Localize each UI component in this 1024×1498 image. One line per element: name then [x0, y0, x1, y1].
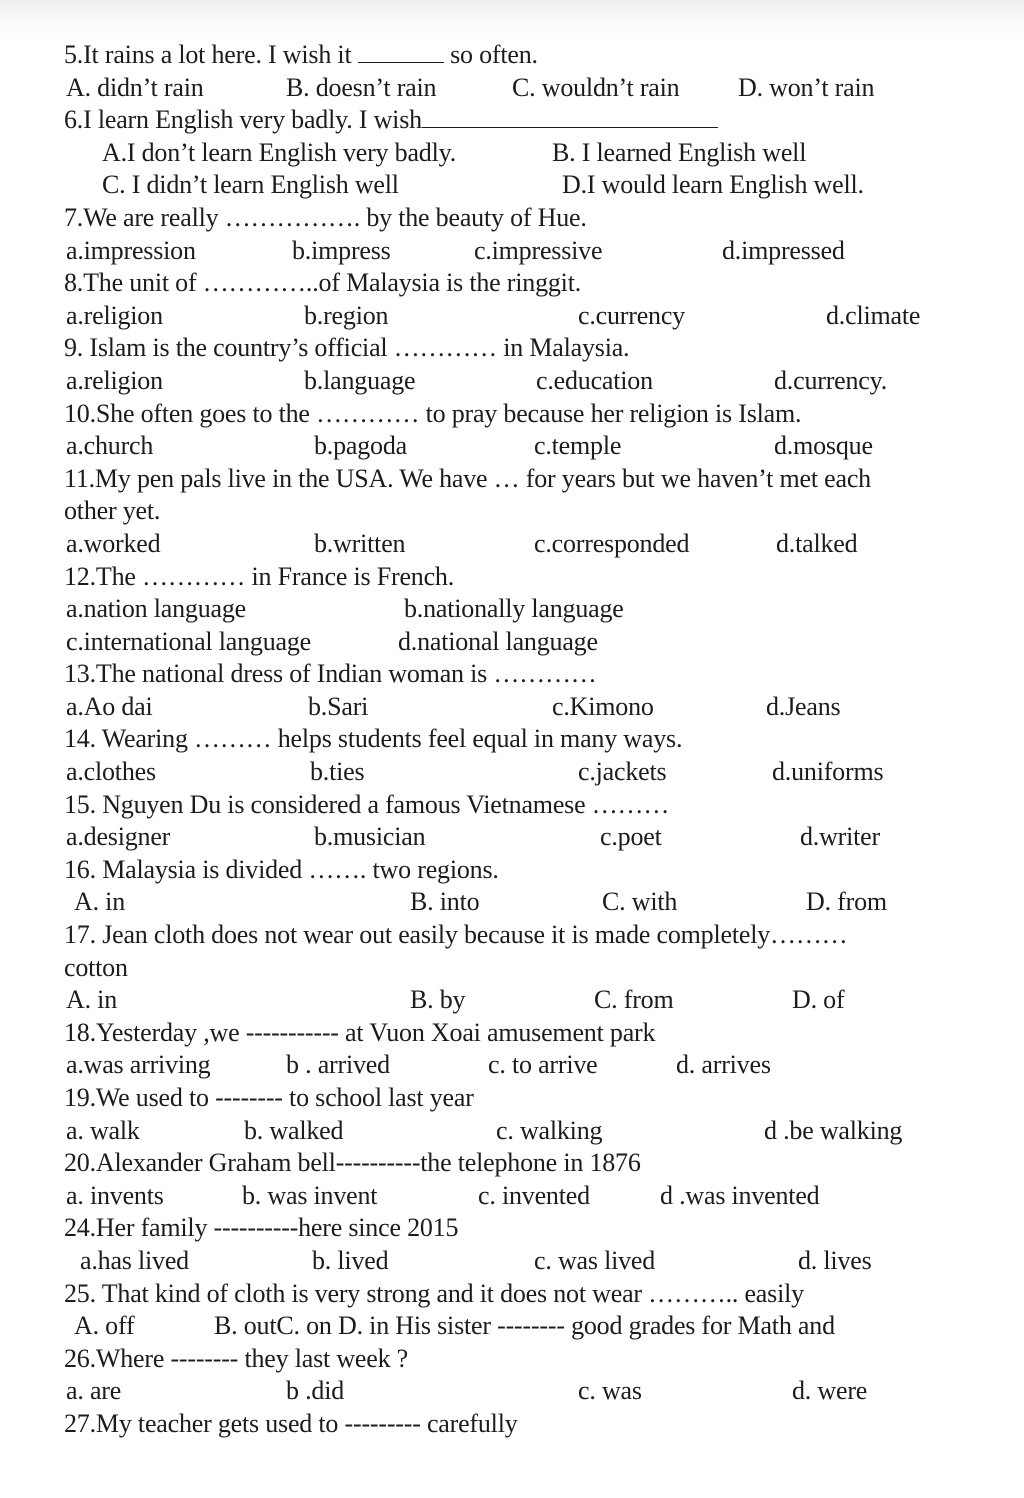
- question-14: [64, 723, 994, 756]
- question-10: [64, 398, 994, 431]
- question-stem: 19.We used to -------- to school last year: [64, 1083, 474, 1112]
- option-d[interactable]: D. from: [806, 887, 887, 917]
- answer-blank: [358, 40, 444, 63]
- option-b[interactable]: b.Sari: [308, 691, 369, 721]
- option-a[interactable]: a. invents: [66, 1180, 164, 1210]
- option-b[interactable]: b.written: [314, 528, 406, 558]
- question-stem: 26.Where -------- they last week ?: [64, 1343, 409, 1373]
- question-stem: 20.Alexander Graham bell----------the telephone in 1876: [64, 1148, 641, 1178]
- question-18-options: [64, 1049, 994, 1082]
- option-b[interactable]: b. was invent: [242, 1180, 378, 1210]
- option-a[interactable]: A.I don’t learn English very badly.: [102, 137, 457, 167]
- question-6-options-row2: [64, 169, 994, 202]
- question-13: [64, 658, 994, 691]
- option-c[interactable]: C. with: [602, 887, 678, 917]
- option-a[interactable]: a.worked: [66, 528, 161, 558]
- option-d[interactable]: d. arrives: [676, 1050, 771, 1080]
- option-d[interactable]: d .be walking: [764, 1115, 903, 1145]
- question-24-options: [64, 1245, 994, 1278]
- question-6-options-row1: [64, 137, 994, 170]
- option-c[interactable]: c.Kimono: [552, 691, 654, 721]
- option-d[interactable]: d.currency.: [774, 365, 888, 395]
- answer-blank: [422, 105, 718, 128]
- question-13-options: [64, 691, 994, 724]
- option-a[interactable]: A. in: [66, 985, 118, 1015]
- question-19: [64, 1082, 994, 1115]
- option-b[interactable]: b.nationally language: [404, 594, 624, 624]
- option-d[interactable]: d.mosque: [774, 431, 873, 461]
- option-d[interactable]: d.Jeans: [766, 691, 841, 721]
- question-15: [64, 789, 994, 822]
- question-stem-continued: cotton: [64, 952, 128, 982]
- question-9-options: [64, 365, 994, 398]
- question-stem: 14. Wearing ……… helps students feel equal in many ways.: [64, 724, 683, 754]
- question-15-options: [64, 821, 994, 854]
- question-25-options: [64, 1310, 994, 1343]
- question-24: [64, 1212, 994, 1245]
- option-b[interactable]: b. walked: [244, 1115, 344, 1145]
- question-17: [64, 919, 994, 952]
- stem-text: 5.It rains a lot here. I wish it: [64, 40, 352, 69]
- question-16: [64, 854, 994, 887]
- option-c[interactable]: c.corresponded: [534, 528, 690, 558]
- question-stem: 25. That kind of cloth is very strong and it does not wear ……….. easily: [64, 1278, 804, 1308]
- question-9: [64, 332, 994, 365]
- option-b[interactable]: b . arrived: [286, 1050, 390, 1080]
- option-c[interactable]: c.education: [536, 365, 653, 395]
- question-26-options: [64, 1375, 994, 1408]
- option-b[interactable]: B. I learned English well: [552, 137, 807, 167]
- option-a[interactable]: a.impression: [66, 235, 196, 265]
- option-a[interactable]: A. in: [74, 887, 126, 917]
- option-d[interactable]: d. were: [792, 1376, 868, 1406]
- option-d[interactable]: d.writer: [800, 822, 880, 852]
- question-5-options: [64, 72, 994, 105]
- question-14-options: [64, 756, 994, 789]
- question-8-options: [64, 300, 994, 333]
- option-a[interactable]: a.religion: [66, 300, 163, 330]
- option-d[interactable]: D. of: [792, 985, 845, 1015]
- option-c[interactable]: c.international language: [66, 626, 311, 656]
- option-a[interactable]: a.religion: [66, 365, 163, 395]
- option-a[interactable]: a.designer: [66, 822, 171, 852]
- question-20-options: [64, 1180, 994, 1213]
- option-b[interactable]: b. lived: [312, 1245, 389, 1275]
- option-c[interactable]: c.currency: [578, 300, 685, 330]
- option-a[interactable]: a. are: [66, 1376, 122, 1406]
- option-b[interactable]: b.region: [304, 300, 389, 330]
- question-stem: 12.The ………… in France is French.: [64, 561, 455, 591]
- question-12: [64, 561, 994, 594]
- question-stem: 11.My pen pals live in the USA. We have … for years but we haven’t met each: [64, 463, 871, 493]
- option-d[interactable]: d.climate: [826, 300, 921, 330]
- option-d[interactable]: d.talked: [776, 528, 858, 558]
- option-c[interactable]: c. invented: [478, 1180, 590, 1210]
- question-25: [64, 1278, 994, 1311]
- option-d[interactable]: d .was invented: [660, 1180, 820, 1210]
- question-18: [64, 1017, 994, 1050]
- question-11-continued: [64, 495, 994, 528]
- option-a[interactable]: a. walk: [66, 1115, 140, 1145]
- option-b[interactable]: B. by: [410, 985, 466, 1015]
- option-a[interactable]: a.was arriving: [66, 1050, 211, 1080]
- option-a[interactable]: a.clothes: [66, 757, 156, 787]
- option-a[interactable]: A. off: [74, 1311, 135, 1341]
- question-7: [64, 202, 994, 235]
- option-c[interactable]: c.impressive: [474, 235, 603, 265]
- option-c[interactable]: c.jackets: [578, 757, 667, 787]
- option-c[interactable]: c. was lived: [534, 1245, 656, 1275]
- question-27: [64, 1408, 994, 1441]
- option-a[interactable]: a.has lived: [80, 1245, 189, 1275]
- question-stem: 24.Her family ----------here since 2015: [64, 1213, 459, 1243]
- question-6: [64, 104, 994, 137]
- question-19-options: [64, 1115, 994, 1148]
- question-stem: 9. Islam is the country’s official ………… in Malaysia.: [64, 333, 630, 363]
- question-stem: 8.The unit of …………..of Malaysia is the ringgit.: [64, 268, 582, 298]
- question-stem: [64, 39, 538, 72]
- question-8: [64, 267, 994, 300]
- option-b[interactable]: b.musician: [314, 822, 426, 852]
- question-12-options-row2: [64, 626, 994, 659]
- question-stem: 13.The national dress of Indian woman is …………: [64, 659, 597, 689]
- option-c[interactable]: c. was: [578, 1376, 642, 1406]
- question-stem: 16. Malaysia is divided ……. two regions.: [64, 854, 499, 884]
- question-5: [64, 39, 994, 72]
- option-c[interactable]: C. I didn’t learn English well: [102, 170, 399, 200]
- option-c[interactable]: C. wouldn’t rain: [512, 72, 680, 102]
- option-a[interactable]: A. didn’t rain: [66, 72, 204, 102]
- option-b[interactable]: B. into: [410, 887, 480, 917]
- question-list: [64, 39, 994, 1441]
- option-d[interactable]: d. lives: [798, 1245, 872, 1275]
- option-c[interactable]: c.temple: [534, 431, 622, 461]
- option-c[interactable]: C. from: [594, 985, 674, 1015]
- option-d[interactable]: d.national language: [398, 626, 598, 656]
- option-a[interactable]: a.Ao dai: [66, 691, 153, 721]
- question-stem: 10.She often goes to the ………… to pray because her religion is Islam.: [64, 398, 802, 428]
- option-a[interactable]: a.church: [66, 431, 154, 461]
- question-10-options: [64, 430, 994, 463]
- question-17-options: [64, 984, 994, 1017]
- option-b[interactable]: b.language: [304, 365, 416, 395]
- question-12-options-row1: [64, 593, 994, 626]
- question-11: [64, 463, 994, 496]
- option-c[interactable]: c. to arrive: [488, 1050, 598, 1080]
- question-stem: 17. Jean cloth does not wear out easily because it is made completely………: [64, 920, 848, 950]
- option-bcd-mixed[interactable]: B. outC. on D. in His sister -------- good grades for Math and: [214, 1311, 835, 1341]
- stem-text-after: so often.: [450, 40, 538, 69]
- option-d[interactable]: D.I would learn English well.: [562, 170, 864, 200]
- question-stem: 7.We are really ……………. by the beauty of Hue.: [64, 202, 587, 232]
- option-b[interactable]: b.pagoda: [314, 431, 407, 461]
- question-7-options: [64, 235, 994, 268]
- question-17-continued: [64, 952, 994, 985]
- question-stem: 18.Yesterday ,we ----------- at Vuon Xoai amusement park: [64, 1017, 656, 1047]
- option-c[interactable]: c. walking: [496, 1115, 603, 1145]
- option-d[interactable]: d.uniforms: [772, 757, 884, 787]
- stem-text: 6.I learn English very badly. I wish: [64, 105, 422, 135]
- question-stem: 15. Nguyen Du is considered a famous Vietnamese ………: [64, 789, 670, 819]
- option-a[interactable]: a.nation language: [66, 594, 246, 624]
- question-20: [64, 1147, 994, 1180]
- option-d[interactable]: D. won’t rain: [738, 72, 875, 102]
- question-11-options: [64, 528, 994, 561]
- question-stem: [64, 104, 718, 137]
- option-d[interactable]: d.impressed: [722, 235, 845, 265]
- question-26: [64, 1343, 994, 1376]
- option-b[interactable]: b.ties: [310, 757, 365, 787]
- option-b[interactable]: B. doesn’t rain: [286, 72, 437, 102]
- question-stem: 27.My teacher gets used to --------- carefully: [64, 1408, 518, 1438]
- option-b[interactable]: b .did: [286, 1376, 345, 1406]
- option-b[interactable]: b.impress: [292, 235, 391, 265]
- option-c[interactable]: c.poet: [600, 822, 662, 852]
- question-stem-continued: other yet.: [64, 496, 161, 526]
- question-16-options: [64, 886, 994, 919]
